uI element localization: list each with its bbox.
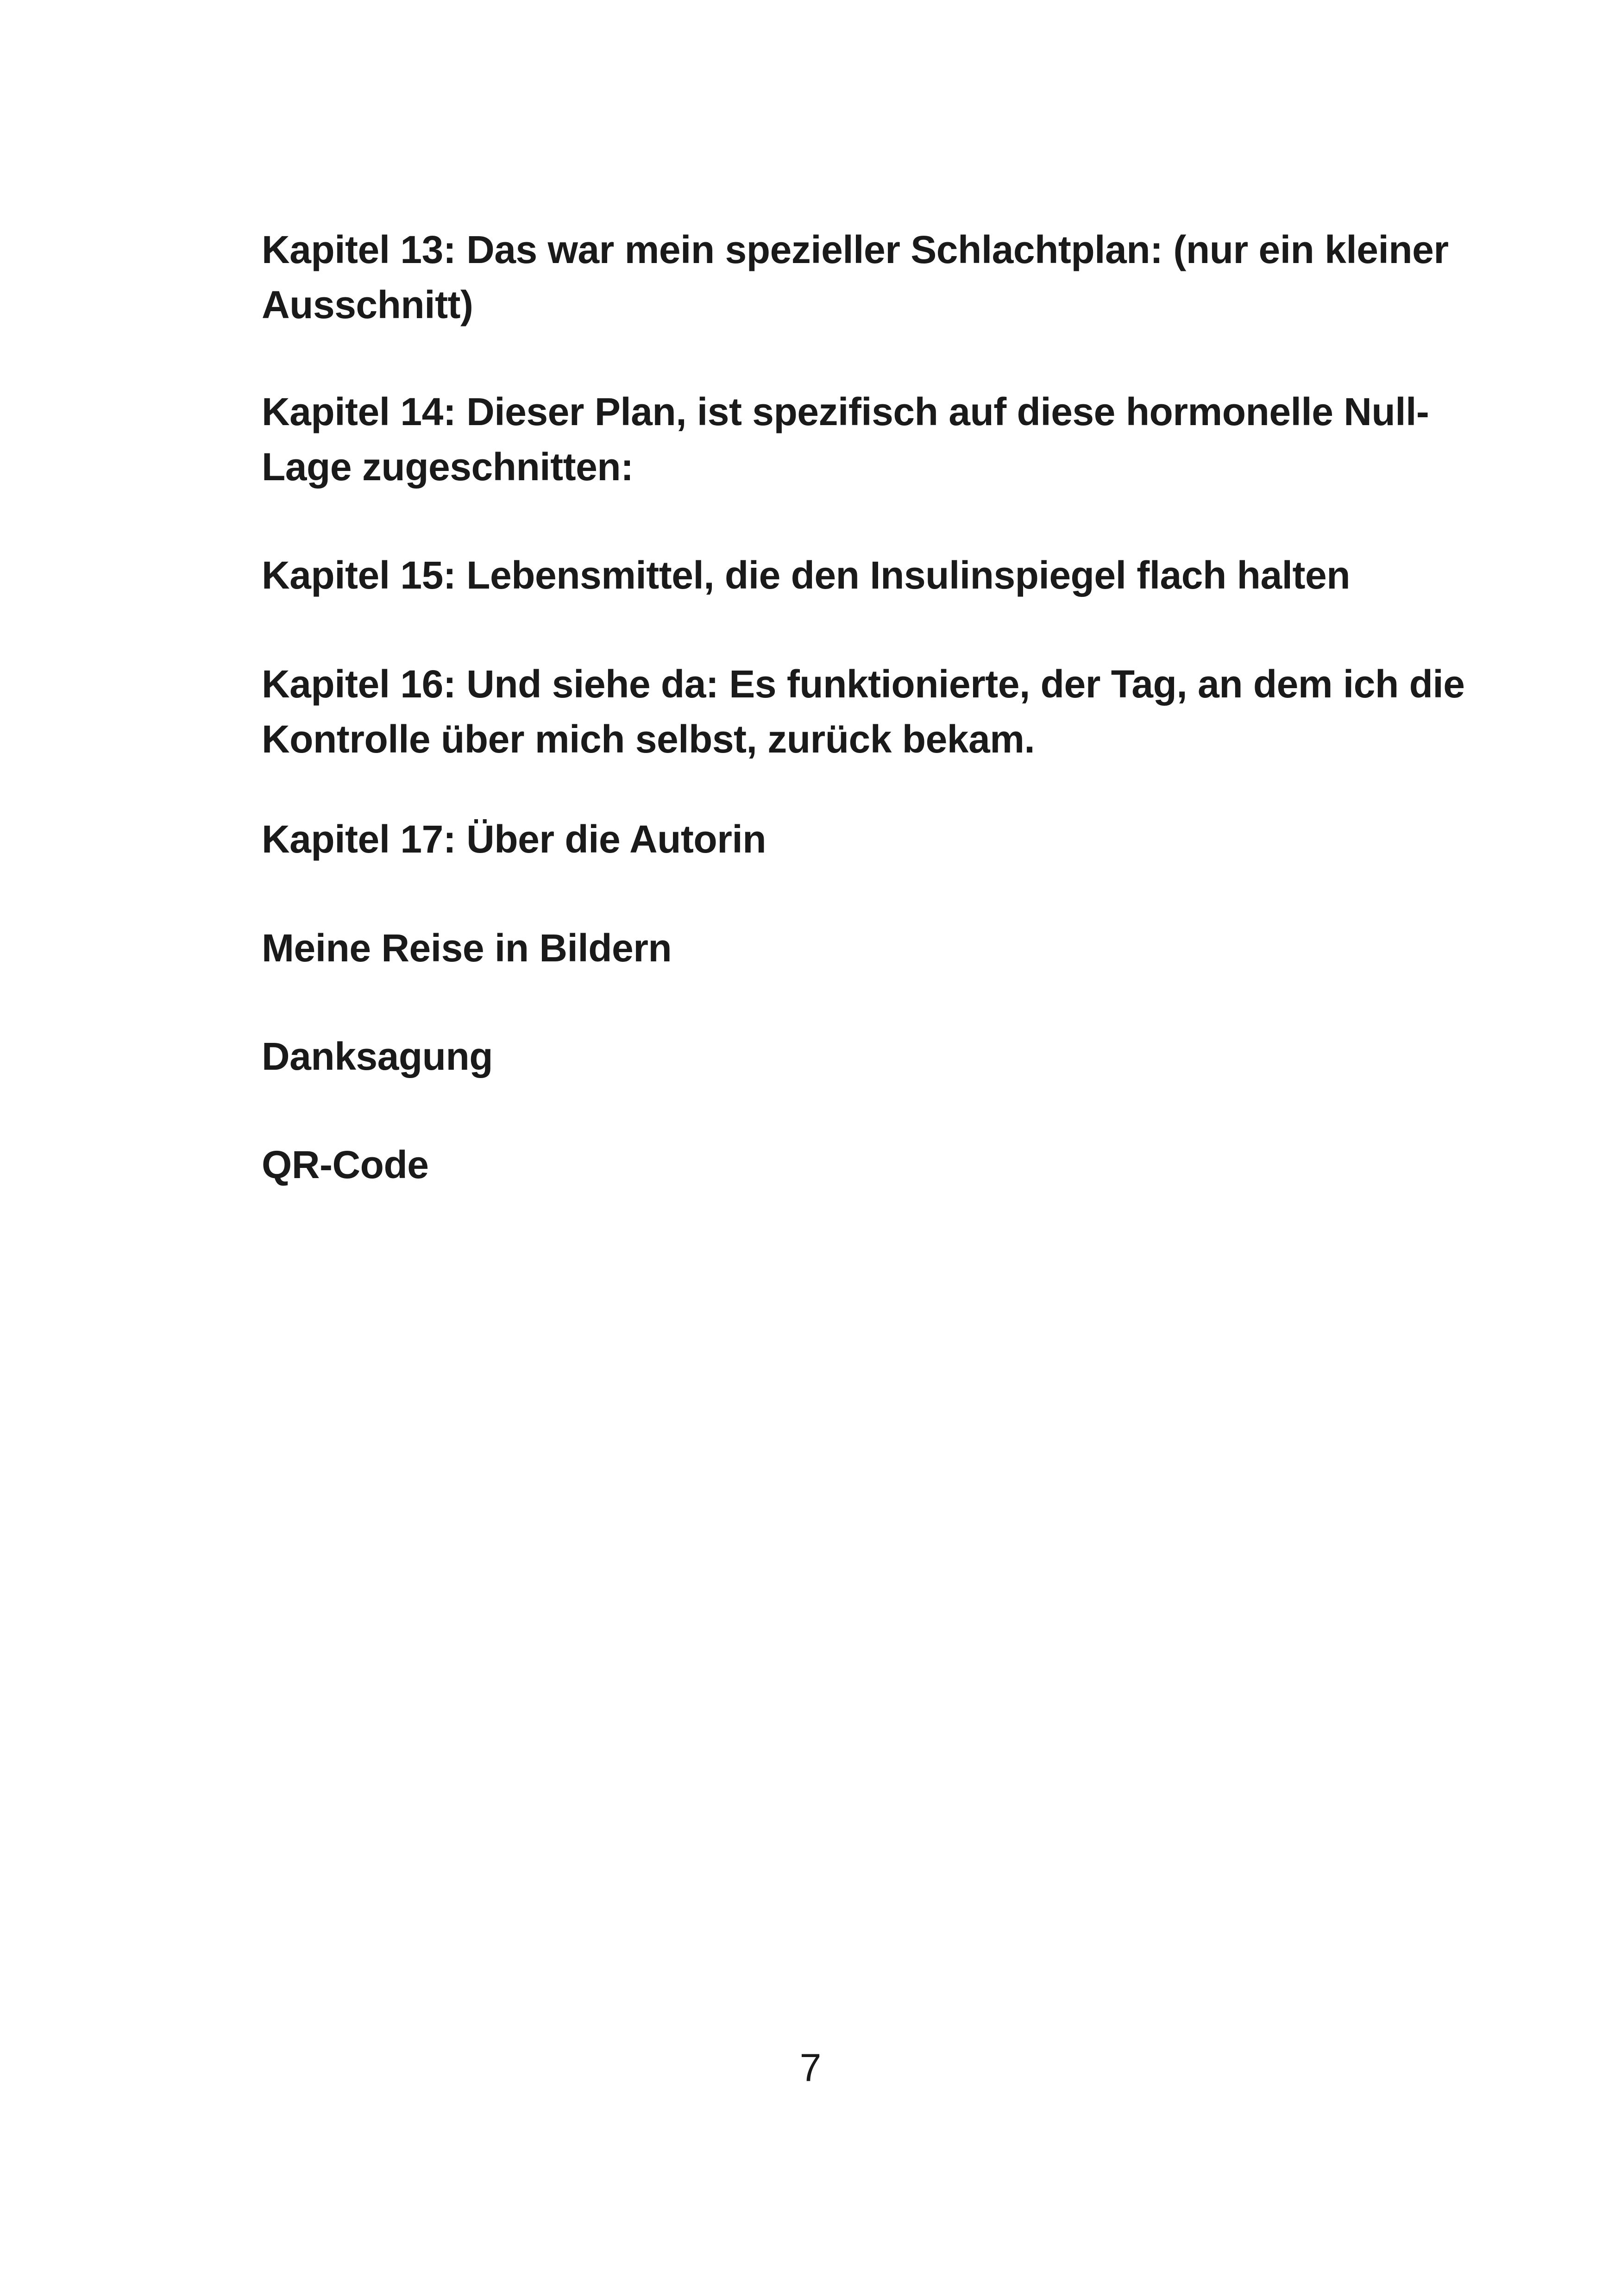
page-number: 7 — [799, 2046, 822, 2089]
toc-entry-kapitel-13: Kapitel 13: Das war mein spezieller Schlachtplan: (nur ein kleiner Ausschnitt) — [262, 228, 1449, 326]
toc-entry-danksagung: Danksagung — [262, 1035, 493, 1078]
toc-entry-kapitel-16: Kapitel 16: Und siehe da: Es funktionierte, der Tag, an dem ich die Kontrolle über mich selbst, zurück bekam. — [262, 662, 1465, 761]
toc-entry-kapitel-14: Kapitel 14: Dieser Plan, ist spezifisch auf diese hormonelle Null-Lage zugeschnitten: — [262, 390, 1429, 489]
toc-entry-kapitel-15: Kapitel 15: Lebensmittel, die den Insulinspiegel flach halten — [262, 553, 1351, 597]
toc-entry-qr-code: QR-Code — [262, 1143, 429, 1186]
toc-entry-reise-in-bildern: Meine Reise in Bildern — [262, 926, 672, 970]
toc-entry-kapitel-17: Kapitel 17: Über die Autorin — [262, 817, 767, 861]
